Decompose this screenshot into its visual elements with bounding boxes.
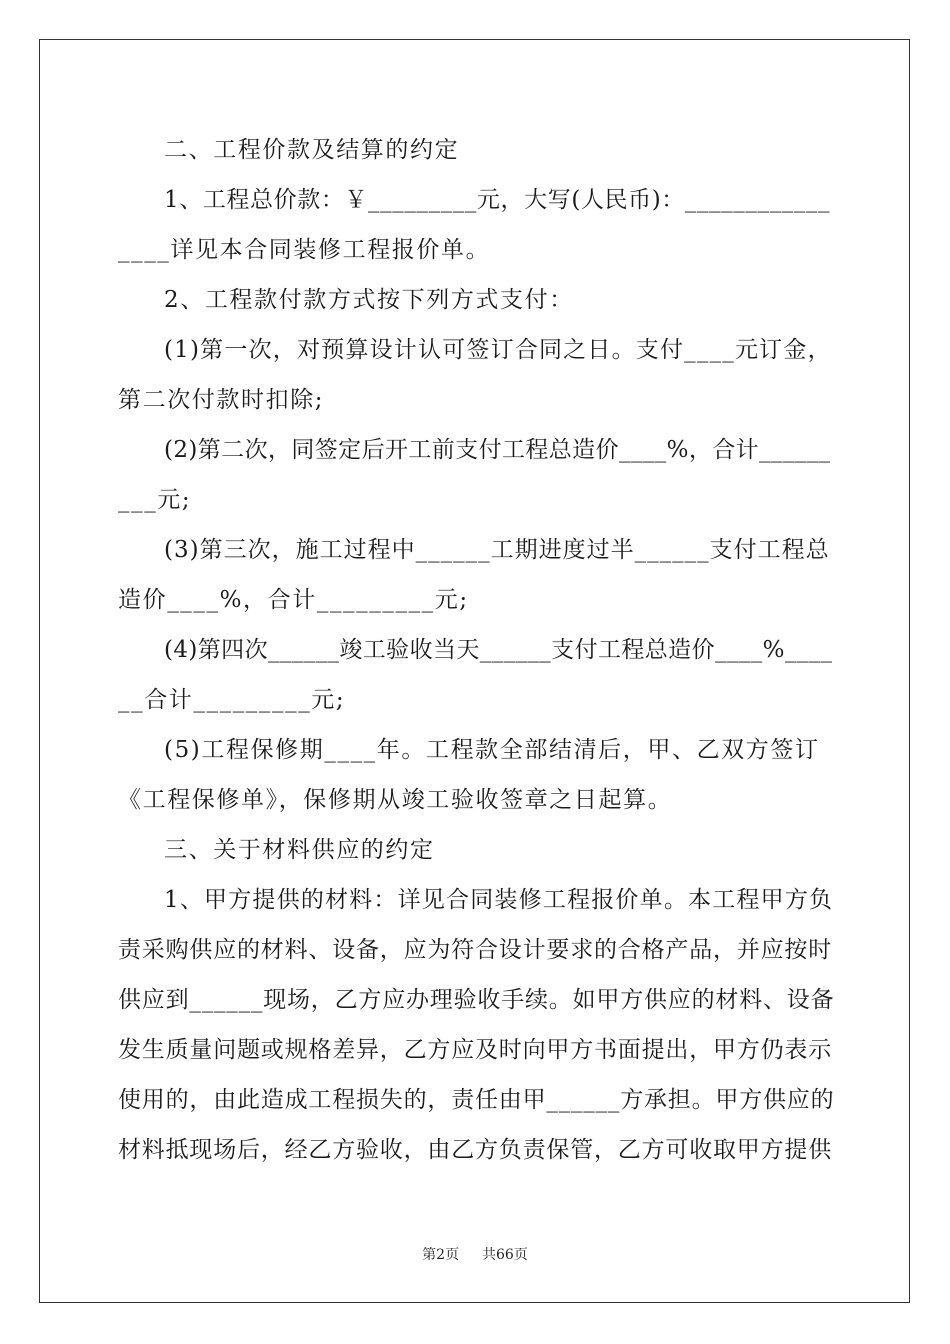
page-footer [0, 1244, 950, 1264]
paragraph-line: ___元; [118, 487, 192, 513]
paragraph-line: 2、工程款付款方式按下列方式支付： [164, 287, 574, 313]
paragraph-line: __合计_________元; [118, 687, 346, 713]
paragraph-line: (4)第四次______竣工验收当天______支付工程总造价____%____ [164, 637, 833, 663]
paragraph-line: (2)第二次，同签定后开工前支付工程总造价____%，合计______ [164, 437, 831, 463]
paragraph-line: 造价____%，合计_________元; [118, 587, 469, 613]
paragraph-line: 供应到______现场，乙方应办理验收手续。如甲方供应的材料、设备 [118, 987, 835, 1013]
paragraph-line: 1、甲方提供的材料：详见合同装修工程报价单。本工程甲方负 [164, 887, 834, 913]
paragraph-line: ____详见本合同装修工程报价单。 [118, 237, 491, 263]
paragraph-line: 第二次付款时扣除; [118, 387, 325, 413]
section-heading-3: 三、关于材料供应的约定 [164, 837, 435, 863]
paragraph-line: 使用的，由此造成工程损失的，责任由甲______方承担。甲方供应的 [118, 1087, 835, 1113]
paragraph-line: 材料抵现场后，经乙方验收，由乙方负责保管，乙方可收取甲方提供 [118, 1137, 832, 1163]
paragraph-line: 责采购供应的材料、设备，应为符合设计要求的合格产品，并应按时 [118, 937, 832, 963]
paragraph-line: 发生质量问题或规格差异，乙方应及时向甲方书面提出，甲方仍表示 [118, 1037, 832, 1063]
page-number: 第2页 [422, 1247, 460, 1263]
paragraph-line: 《工程保修单》，保修期从竣工验收签章之日起算。 [118, 787, 673, 813]
paragraph-line: (5)工程保修期____年。工程款全部结清后，甲、乙双方签订 [164, 737, 820, 763]
paragraph-line: 1、工程总价款：￥_________元，大写(人民币)：____________ [164, 187, 831, 213]
page-total: 共66页 [482, 1247, 528, 1263]
paragraph-line: (1)第一次，对预算设计认可签订合同之日。支付____元订金， [164, 337, 832, 363]
paragraph-line: (3)第三次，施工过程中______工期进度过半______支付工程总 [164, 537, 830, 563]
section-heading-2: 二、工程价款及结算的约定 [164, 137, 460, 163]
